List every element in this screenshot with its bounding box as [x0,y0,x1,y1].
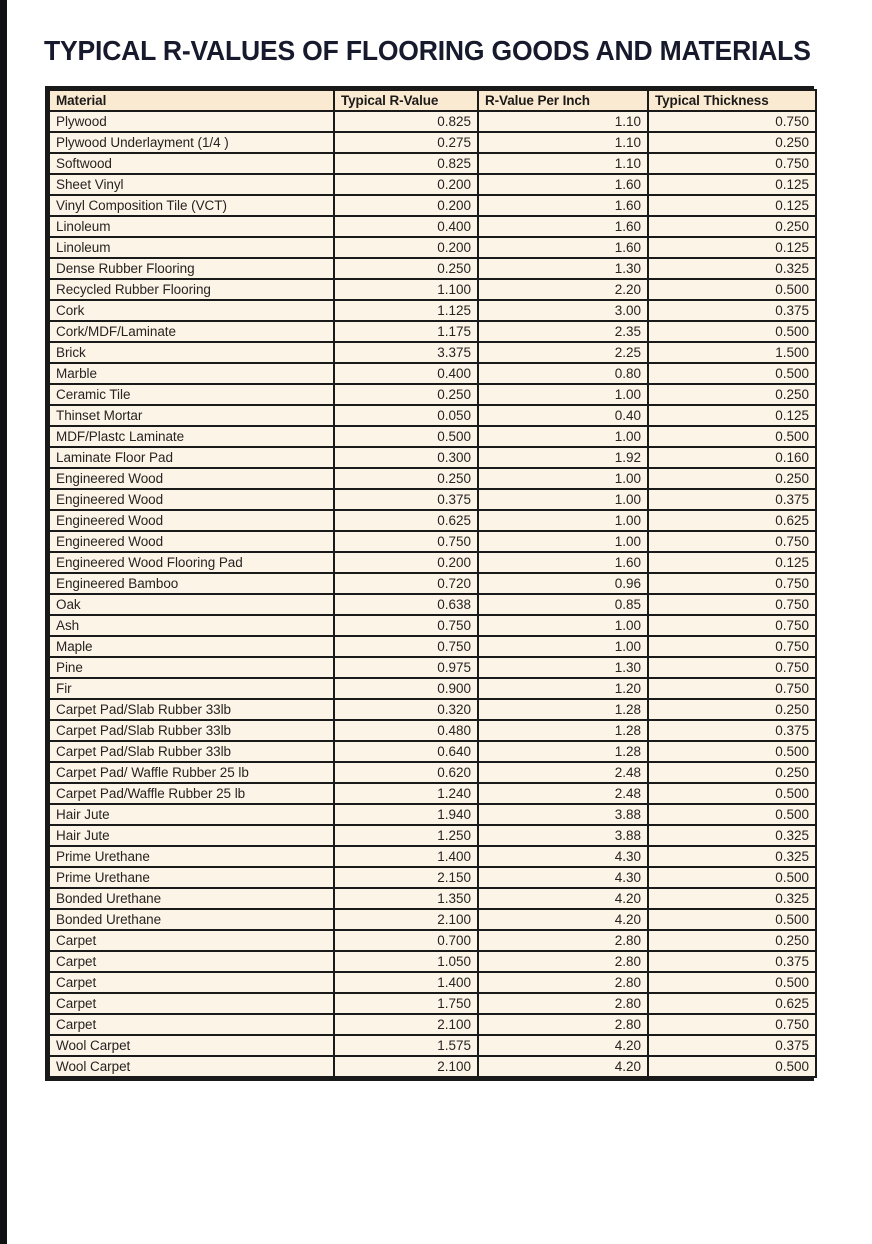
cell-typical-r-value: 0.750 [335,532,477,551]
cell-r-value-per-inch: 4.20 [479,889,647,908]
cell-typical-thickness: 0.750 [649,1015,815,1034]
cell-material: Carpet Pad/ Waffle Rubber 25 lb [50,763,333,782]
cell-typical-thickness: 0.500 [649,280,815,299]
cell-material: Carpet [50,973,333,992]
cell-typical-thickness: 1.500 [649,343,815,362]
cell-material: Brick [50,343,333,362]
column-header-r-value-per-inch: R-Value Per Inch [479,91,647,110]
cell-material: Prime Urethane [50,868,333,887]
cell-material: Ash [50,616,333,635]
cell-r-value-per-inch: 1.00 [479,616,647,635]
cell-typical-thickness: 0.500 [649,868,815,887]
table-body [50,112,815,1076]
cell-typical-r-value: 1.575 [335,1036,477,1055]
cell-typical-thickness: 0.750 [649,658,815,677]
cell-typical-thickness: 0.500 [649,910,815,929]
column-header-material: Material [50,91,333,110]
page-title: TYPICAL R-VALUES OF FLOORING GOODS AND MATERIALS [44,35,811,67]
cell-r-value-per-inch: 1.28 [479,700,647,719]
table-row [50,1057,815,1076]
table-row [50,175,815,194]
cell-typical-r-value: 1.250 [335,826,477,845]
table-row [50,448,815,467]
column-header-typical-r-value: Typical R-Value [335,91,477,110]
cell-material: Carpet Pad/Slab Rubber 33lb [50,742,333,761]
cell-r-value-per-inch: 1.00 [479,490,647,509]
cell-typical-thickness: 0.160 [649,448,815,467]
cell-r-value-per-inch: 2.48 [479,784,647,803]
table-row [50,679,815,698]
table-row [50,574,815,593]
cell-material: Laminate Floor Pad [50,448,333,467]
cell-typical-r-value: 1.350 [335,889,477,908]
cell-typical-thickness: 0.125 [649,175,815,194]
r-values-table [48,89,817,1078]
cell-material: Cork/MDF/Laminate [50,322,333,341]
cell-material: Carpet [50,931,333,950]
cell-typical-r-value: 0.975 [335,658,477,677]
table-row [50,532,815,551]
cell-typical-r-value: 0.500 [335,427,477,446]
cell-typical-thickness: 0.500 [649,973,815,992]
table-row [50,721,815,740]
cell-typical-thickness: 0.250 [649,385,815,404]
cell-typical-thickness: 0.125 [649,196,815,215]
cell-material: Fir [50,679,333,698]
cell-r-value-per-inch: 3.88 [479,826,647,845]
cell-r-value-per-inch: 1.28 [479,742,647,761]
table-row [50,868,815,887]
table-row [50,364,815,383]
table-row [50,973,815,992]
table-row [50,406,815,425]
table-row [50,322,815,341]
table-row [50,259,815,278]
cell-typical-r-value: 0.275 [335,133,477,152]
cell-material: Carpet [50,952,333,971]
cell-material: Linoleum [50,238,333,257]
table-row [50,427,815,446]
table-row [50,637,815,656]
cell-r-value-per-inch: 2.80 [479,994,647,1013]
cell-typical-r-value: 1.125 [335,301,477,320]
cell-typical-r-value: 1.100 [335,280,477,299]
cell-material: Plywood [50,112,333,131]
table-row [50,343,815,362]
cell-typical-thickness: 0.625 [649,994,815,1013]
cell-typical-r-value: 0.640 [335,742,477,761]
cell-material: Marble [50,364,333,383]
cell-r-value-per-inch: 1.00 [479,532,647,551]
table-row [50,112,815,131]
cell-material: Engineered Wood [50,532,333,551]
cell-typical-thickness: 0.500 [649,364,815,383]
cell-typical-r-value: 0.300 [335,448,477,467]
cell-typical-thickness: 0.325 [649,259,815,278]
cell-typical-r-value: 0.750 [335,616,477,635]
table-row [50,994,815,1013]
table-row [50,490,815,509]
cell-r-value-per-inch: 4.20 [479,910,647,929]
cell-material: Bonded Urethane [50,910,333,929]
cell-material: Bonded Urethane [50,889,333,908]
table-row [50,385,815,404]
cell-r-value-per-inch: 2.25 [479,343,647,362]
cell-material: Engineered Bamboo [50,574,333,593]
cell-typical-thickness: 0.375 [649,490,815,509]
cell-material: Plywood Underlayment (1/4 ) [50,133,333,152]
table-row [50,952,815,971]
cell-typical-thickness: 0.750 [649,532,815,551]
cell-r-value-per-inch: 1.10 [479,112,647,131]
cell-typical-r-value: 0.400 [335,364,477,383]
cell-typical-r-value: 0.250 [335,385,477,404]
cell-r-value-per-inch: 1.20 [479,679,647,698]
cell-r-value-per-inch: 1.60 [479,196,647,215]
table-row [50,931,815,950]
cell-r-value-per-inch: 1.60 [479,238,647,257]
cell-material: Engineered Wood Flooring Pad [50,553,333,572]
cell-typical-r-value: 0.720 [335,574,477,593]
cell-typical-r-value: 1.940 [335,805,477,824]
cell-typical-thickness: 0.325 [649,889,815,908]
cell-material: Prime Urethane [50,847,333,866]
cell-typical-thickness: 0.750 [649,679,815,698]
cell-r-value-per-inch: 0.96 [479,574,647,593]
cell-r-value-per-inch: 2.80 [479,952,647,971]
table-row [50,154,815,173]
cell-material: Carpet Pad/Waffle Rubber 25 lb [50,784,333,803]
cell-typical-thickness: 0.500 [649,1057,815,1076]
cell-typical-thickness: 0.375 [649,952,815,971]
cell-r-value-per-inch: 3.00 [479,301,647,320]
table-row [50,511,815,530]
cell-typical-r-value: 0.375 [335,490,477,509]
cell-typical-thickness: 0.375 [649,721,815,740]
cell-typical-r-value: 1.175 [335,322,477,341]
cell-typical-r-value: 3.375 [335,343,477,362]
cell-material: Wool Carpet [50,1036,333,1055]
cell-typical-thickness: 0.250 [649,217,815,236]
cell-typical-thickness: 0.500 [649,805,815,824]
cell-material: Carpet Pad/Slab Rubber 33lb [50,721,333,740]
cell-r-value-per-inch: 1.00 [479,385,647,404]
cell-material: Hair Jute [50,826,333,845]
cell-material: Engineered Wood [50,469,333,488]
cell-typical-r-value: 0.250 [335,469,477,488]
cell-r-value-per-inch: 1.10 [479,133,647,152]
cell-r-value-per-inch: 2.80 [479,973,647,992]
cell-typical-thickness: 0.250 [649,700,815,719]
cell-typical-r-value: 0.200 [335,196,477,215]
cell-r-value-per-inch: 1.92 [479,448,647,467]
cell-typical-thickness: 0.750 [649,154,815,173]
cell-material: Carpet Pad/Slab Rubber 33lb [50,700,333,719]
cell-typical-r-value: 1.400 [335,973,477,992]
cell-r-value-per-inch: 1.30 [479,658,647,677]
cell-material: Cork [50,301,333,320]
table-row [50,805,815,824]
cell-r-value-per-inch: 2.35 [479,322,647,341]
table-row [50,658,815,677]
cell-r-value-per-inch: 4.20 [479,1057,647,1076]
table-row [50,784,815,803]
cell-r-value-per-inch: 1.00 [479,637,647,656]
cell-typical-thickness: 0.625 [649,511,815,530]
cell-material: Linoleum [50,217,333,236]
cell-typical-thickness: 0.500 [649,427,815,446]
cell-r-value-per-inch: 1.60 [479,217,647,236]
cell-typical-r-value: 0.825 [335,112,477,131]
cell-typical-thickness: 0.375 [649,301,815,320]
cell-typical-thickness: 0.500 [649,322,815,341]
cell-r-value-per-inch: 2.80 [479,1015,647,1034]
cell-r-value-per-inch: 0.80 [479,364,647,383]
cell-material: Sheet Vinyl [50,175,333,194]
cell-material: Engineered Wood [50,511,333,530]
table-row [50,196,815,215]
cell-typical-thickness: 0.500 [649,742,815,761]
cell-typical-r-value: 0.320 [335,700,477,719]
cell-r-value-per-inch: 0.40 [479,406,647,425]
cell-material: Engineered Wood [50,490,333,509]
cell-typical-r-value: 2.150 [335,868,477,887]
cell-typical-r-value: 1.240 [335,784,477,803]
cell-typical-thickness: 0.750 [649,637,815,656]
cell-material: Dense Rubber Flooring [50,259,333,278]
cell-material: Carpet [50,1015,333,1034]
r-values-table-container [45,86,814,1081]
cell-typical-r-value: 0.480 [335,721,477,740]
cell-typical-thickness: 0.750 [649,112,815,131]
cell-typical-r-value: 0.625 [335,511,477,530]
cell-typical-r-value: 0.638 [335,595,477,614]
cell-typical-r-value: 0.050 [335,406,477,425]
cell-r-value-per-inch: 1.00 [479,427,647,446]
cell-typical-r-value: 0.250 [335,259,477,278]
cell-r-value-per-inch: 0.85 [479,595,647,614]
cell-r-value-per-inch: 4.30 [479,847,647,866]
cell-r-value-per-inch: 1.10 [479,154,647,173]
table-row [50,238,815,257]
cell-typical-r-value: 1.050 [335,952,477,971]
table-row [50,847,815,866]
cell-material: Hair Jute [50,805,333,824]
table-row [50,742,815,761]
cell-typical-r-value: 0.900 [335,679,477,698]
cell-typical-r-value: 1.750 [335,994,477,1013]
cell-typical-thickness: 0.375 [649,1036,815,1055]
cell-r-value-per-inch: 1.00 [479,511,647,530]
cell-material: Wool Carpet [50,1057,333,1076]
table-row [50,1036,815,1055]
table-row [50,133,815,152]
table-row [50,889,815,908]
cell-r-value-per-inch: 2.48 [479,763,647,782]
cell-material: Thinset Mortar [50,406,333,425]
cell-r-value-per-inch: 3.88 [479,805,647,824]
cell-typical-r-value: 0.750 [335,637,477,656]
cell-typical-r-value: 2.100 [335,1015,477,1034]
cell-material: Carpet [50,994,333,1013]
cell-material: Softwood [50,154,333,173]
cell-typical-r-value: 0.825 [335,154,477,173]
cell-material: Maple [50,637,333,656]
cell-material: Ceramic Tile [50,385,333,404]
cell-typical-r-value: 0.200 [335,553,477,572]
table-row [50,469,815,488]
cell-typical-thickness: 0.750 [649,574,815,593]
table-header [50,91,815,110]
table-row [50,280,815,299]
table-row [50,700,815,719]
cell-typical-thickness: 0.750 [649,595,815,614]
cell-typical-r-value: 0.400 [335,217,477,236]
cell-typical-thickness: 0.750 [649,616,815,635]
cell-typical-thickness: 0.250 [649,133,815,152]
cell-typical-thickness: 0.500 [649,784,815,803]
cell-typical-thickness: 0.125 [649,238,815,257]
cell-typical-thickness: 0.325 [649,847,815,866]
table-header-row [50,91,815,110]
cell-typical-r-value: 2.100 [335,1057,477,1076]
table-row [50,553,815,572]
table-row [50,1015,815,1034]
cell-typical-thickness: 0.250 [649,763,815,782]
cell-r-value-per-inch: 2.80 [479,931,647,950]
cell-typical-r-value: 0.200 [335,238,477,257]
cell-r-value-per-inch: 2.20 [479,280,647,299]
cell-material: Oak [50,595,333,614]
cell-typical-thickness: 0.250 [649,469,815,488]
table-row [50,301,815,320]
cell-material: Pine [50,658,333,677]
cell-typical-r-value: 0.700 [335,931,477,950]
cell-material: Recycled Rubber Flooring [50,280,333,299]
table-row [50,595,815,614]
table-row [50,826,815,845]
table-row [50,616,815,635]
cell-typical-r-value: 0.620 [335,763,477,782]
cell-r-value-per-inch: 4.30 [479,868,647,887]
table-row [50,910,815,929]
cell-material: MDF/Plastc Laminate [50,427,333,446]
cell-r-value-per-inch: 4.20 [479,1036,647,1055]
cell-r-value-per-inch: 1.00 [479,469,647,488]
column-header-typical-thickness: Typical Thickness [649,91,815,110]
cell-r-value-per-inch: 1.60 [479,553,647,572]
cell-typical-thickness: 0.125 [649,406,815,425]
cell-typical-thickness: 0.325 [649,826,815,845]
table-row [50,217,815,236]
cell-typical-r-value: 0.200 [335,175,477,194]
cell-typical-thickness: 0.125 [649,553,815,572]
cell-typical-thickness: 0.250 [649,931,815,950]
cell-r-value-per-inch: 1.28 [479,721,647,740]
cell-typical-r-value: 2.100 [335,910,477,929]
cell-material: Vinyl Composition Tile (VCT) [50,196,333,215]
cell-typical-r-value: 1.400 [335,847,477,866]
cell-r-value-per-inch: 1.60 [479,175,647,194]
cell-r-value-per-inch: 1.30 [479,259,647,278]
table-row [50,763,815,782]
